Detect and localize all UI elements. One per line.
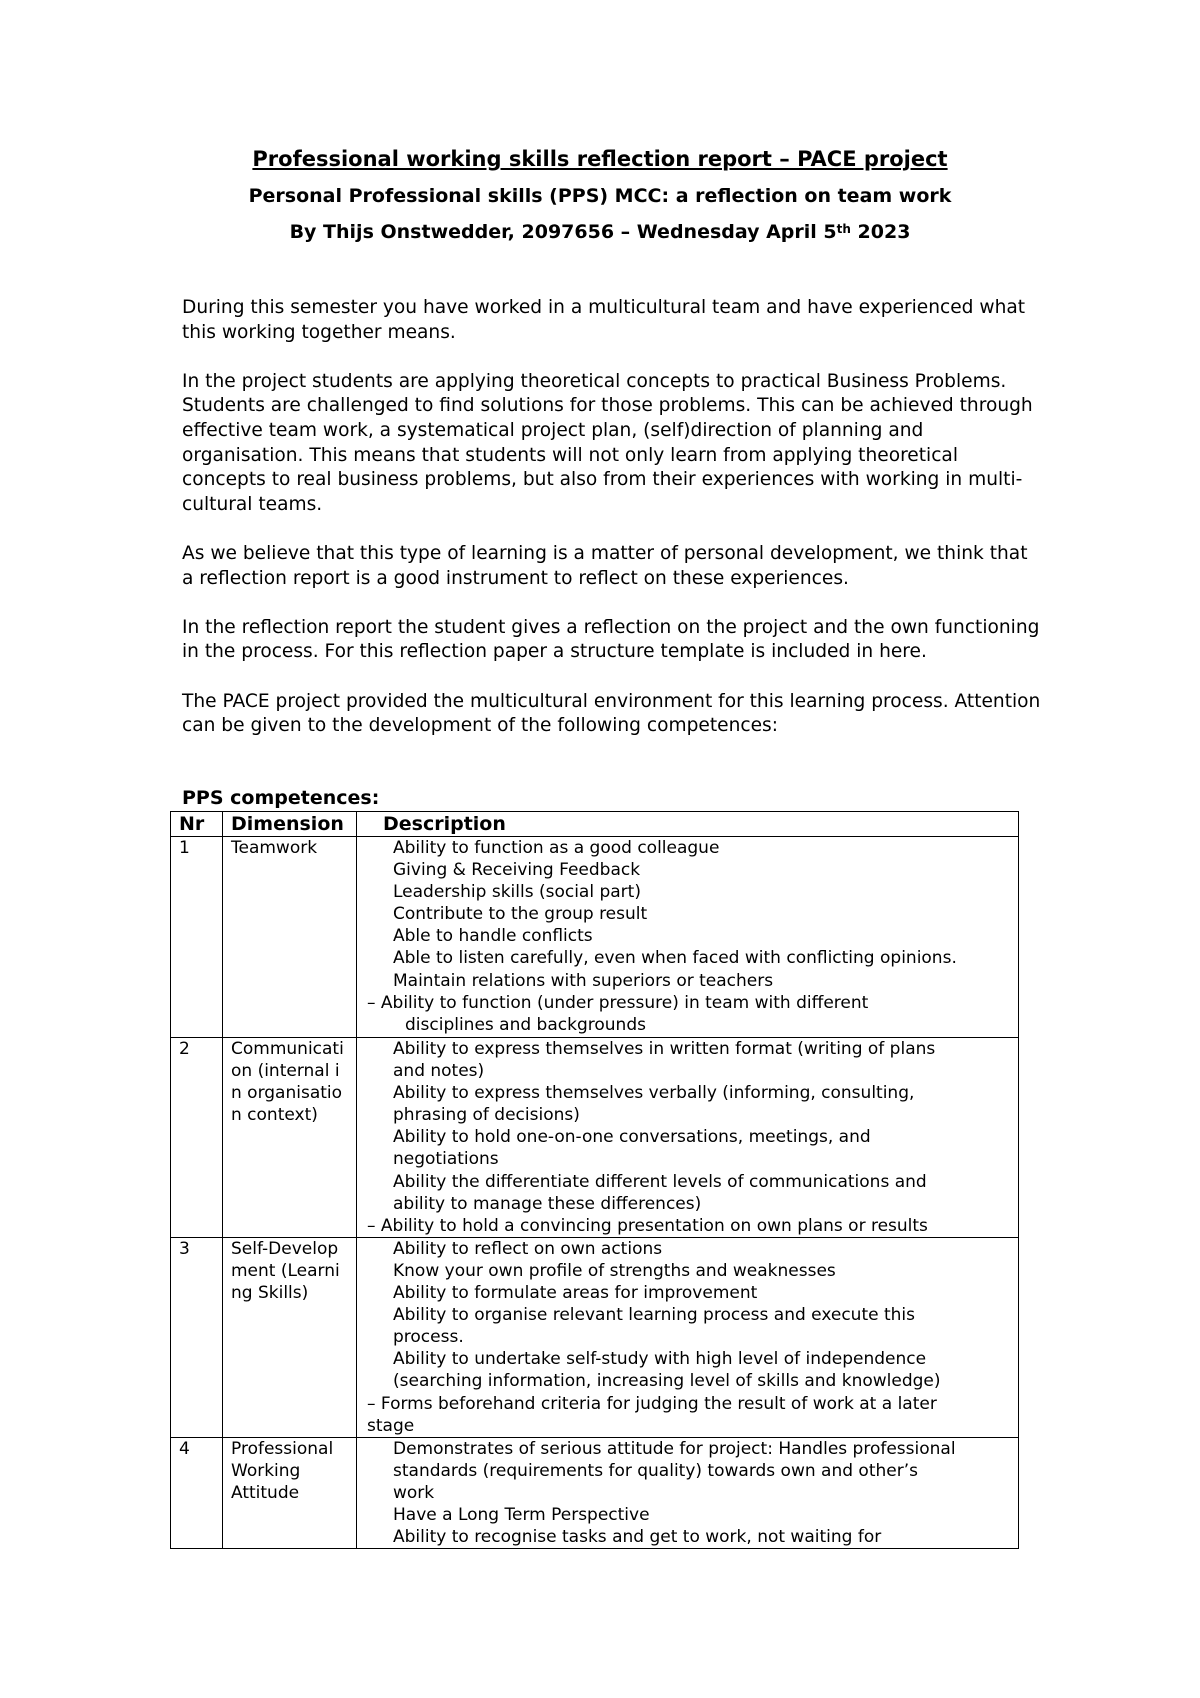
document-subtitle: Personal Professional skills (PPS) MCC: a reflection on team work	[248, 185, 952, 207]
cell-dimension	[223, 1038, 357, 1238]
table-row	[171, 1237, 1019, 1437]
description-line: stage	[367, 1415, 415, 1436]
header-dimension: Dimension	[223, 812, 357, 837]
description-line: process.	[393, 1327, 464, 1348]
paragraph-reflection: In the reflection report the student gives a reflection on the project and the own functioning in the process. For this reflection paper a structure template is included in here.	[182, 616, 1040, 663]
description-line: Know your own profile of strengths and weaknesses	[393, 1260, 836, 1281]
description-line: – Ability to hold a convincing presentation on own plans or results	[367, 1215, 928, 1236]
description-line: Contribute to the group result	[393, 904, 648, 925]
description-line: phrasing of decisions)	[393, 1105, 580, 1126]
description-line: – Ability to function (under pressure) in team with different	[367, 992, 869, 1013]
dimension-text: Professional Working Attitude	[231, 1438, 334, 1503]
description-line: Able to handle conflicts	[393, 926, 593, 947]
description-line: Ability to organise relevant learning process and execute this	[393, 1305, 915, 1326]
title-block	[0, 146, 1200, 244]
paragraph-project: In the project students are applying theoretical concepts to practical Business Problems. Students are challenged to find solutions for those problems. This can be achieved through effective team work, a systematical project plan, (self)direction of planning and organisation. This means that students will not only learn from applying theoretical concepts to real business problems, but also from their experiences with working in multi-cultural teams.	[182, 370, 1033, 515]
dimension-text: Self-Development (Learning Skills)	[231, 1238, 340, 1304]
description-line: Ability to undertake self-study with high level of independence	[393, 1349, 927, 1370]
description-line: Giving & Receiving Feedback	[393, 860, 641, 881]
description-line: Demonstrates of serious attitude for project: Handles professional	[393, 1438, 956, 1459]
cell-nr: 3	[171, 1237, 223, 1437]
cell-dimension	[223, 1437, 357, 1548]
cell-nr: 2	[171, 1038, 223, 1238]
paragraph-intro: During this semester you have worked in a multicultural team and have experienced what this working together means.	[182, 297, 1026, 343]
cell-description	[357, 1437, 1019, 1548]
description-line: Ability to express themselves verbally (informing, consulting,	[393, 1083, 915, 1104]
dimension-text: Communication (internal in organisation context)	[231, 1039, 344, 1126]
byline-year: 2023	[850, 221, 911, 243]
document-byline	[0, 220, 1200, 244]
description-line: and notes)	[393, 1061, 485, 1082]
table-row	[171, 1038, 1019, 1238]
header-description: Description	[357, 812, 1019, 837]
description-line: Ability to hold one-on-one conversations, meetings, and	[393, 1127, 871, 1148]
description-line: Ability to recognise tasks and get to work, not waiting for	[393, 1527, 882, 1548]
description-line: Leadership skills (social part)	[393, 882, 641, 903]
cell-dimension	[223, 1237, 357, 1437]
competences-heading: PPS competences:	[182, 787, 380, 809]
table-row	[171, 837, 1019, 1038]
description-line: – Forms beforehand criteria for judging the result of work at a later	[367, 1393, 937, 1414]
byline-superscript: th	[836, 222, 851, 236]
description-line: Ability the differentiate different levels of communications and	[393, 1171, 927, 1192]
cell-nr: 4	[171, 1437, 223, 1548]
description-line: Ability to function as a good colleague	[393, 838, 720, 858]
dimension-text: Teamwork	[231, 838, 318, 858]
description-line: Ability to reflect on own actions	[393, 1238, 663, 1259]
header-nr: Nr	[171, 812, 223, 837]
table-header-row	[171, 812, 1019, 837]
cell-description	[357, 1038, 1019, 1238]
competences-table	[170, 811, 1019, 1549]
byline-text: By Thijs Onstwedder, 2097656 – Wednesday April 5	[289, 221, 837, 243]
description-line: ability to manage these differences)	[393, 1193, 702, 1214]
document-title: Professional working skills reflection report – PACE project	[252, 147, 948, 171]
paragraph-belief: As we believe that this type of learning is a matter of personal development, we think that a reflection report is a good instrument to reflect on these experiences.	[182, 542, 1028, 589]
description-line: negotiations	[393, 1149, 499, 1170]
description-line: Ability to express themselves in written format (writing of plans	[393, 1039, 936, 1059]
cell-dimension	[223, 837, 357, 1038]
description-line: disciplines and backgrounds	[405, 1014, 646, 1035]
cell-description	[357, 1237, 1019, 1437]
description-line: (searching information, increasing level of skills and knowledge)	[393, 1371, 941, 1392]
body-text	[182, 296, 1042, 763]
description-line: standards (requirements for quality) towards own and other’s	[393, 1460, 918, 1481]
description-line: Have a Long Term Perspective	[393, 1504, 650, 1525]
table-row	[171, 1437, 1019, 1548]
description-line: work	[393, 1482, 435, 1503]
description-line: Able to listen carefully, even when faced with conflicting opinions.	[393, 948, 957, 969]
cell-description	[357, 837, 1019, 1038]
description-line: Maintain relations with superiors or teachers	[393, 970, 774, 991]
description-line: Ability to formulate areas for improvement	[393, 1283, 758, 1304]
cell-nr: 1	[171, 837, 223, 1038]
paragraph-pace: The PACE project provided the multicultural environment for this learning process. Attention can be given to the development of the following competences:	[182, 690, 1041, 737]
